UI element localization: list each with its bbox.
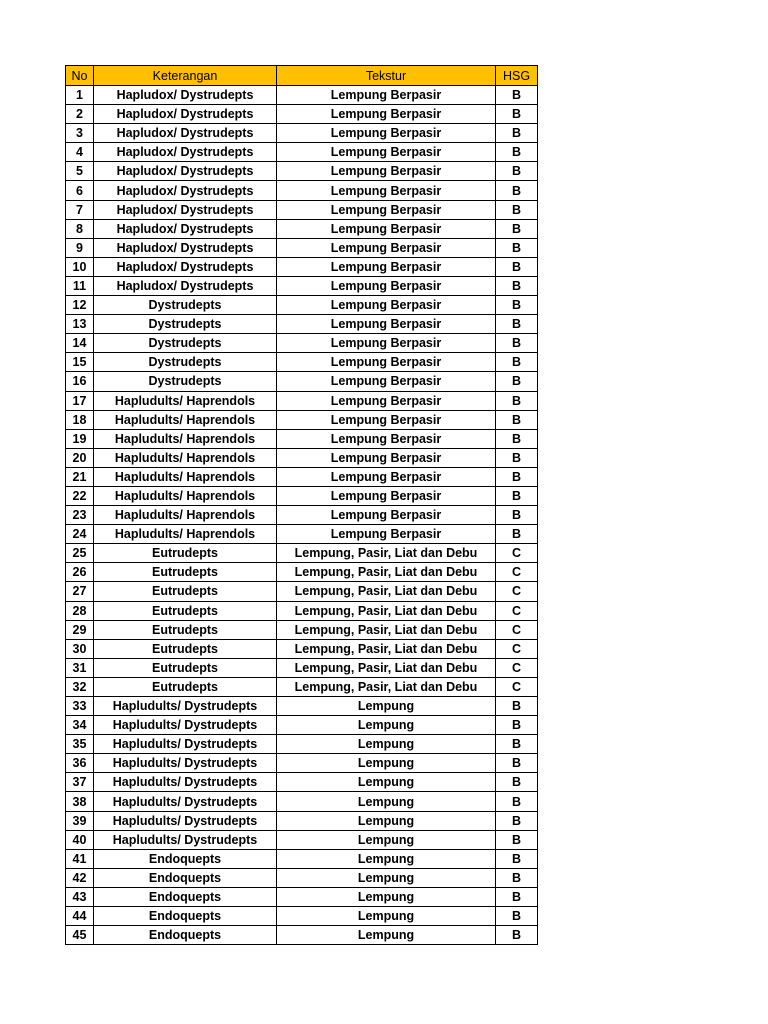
header-tekstur[interactable]: Tekstur	[277, 66, 496, 86]
cell-tekstur[interactable]: Lempung Berpasir	[277, 429, 496, 448]
table-row	[66, 849, 538, 868]
header-hsg[interactable]: HSG	[496, 66, 538, 86]
cell-hsg[interactable]: B	[496, 792, 538, 811]
cell-keterangan[interactable]: Hapludox/ Dystrudepts	[94, 238, 277, 257]
cell-no[interactable]: 31	[66, 658, 94, 677]
cell-hsg[interactable]: B	[496, 907, 538, 926]
cell-keterangan[interactable]: Hapludults/ Dystrudepts	[94, 716, 277, 735]
cell-keterangan[interactable]: Eutrudepts	[94, 544, 277, 563]
cell-no[interactable]: 35	[66, 735, 94, 754]
cell-keterangan[interactable]: Hapludox/ Dystrudepts	[94, 181, 277, 200]
cell-keterangan[interactable]: Hapludults/ Dystrudepts	[94, 735, 277, 754]
cell-tekstur[interactable]: Lempung Berpasir	[277, 296, 496, 315]
table-row	[66, 506, 538, 525]
cell-tekstur[interactable]: Lempung	[277, 792, 496, 811]
cell-tekstur[interactable]: Lempung Berpasir	[277, 257, 496, 276]
table-row	[66, 639, 538, 658]
cell-keterangan[interactable]: Eutrudepts	[94, 563, 277, 582]
cell-tekstur[interactable]: Lempung Berpasir	[277, 467, 496, 486]
table-row	[66, 315, 538, 334]
cell-keterangan[interactable]: Hapludox/ Dystrudepts	[94, 257, 277, 276]
cell-tekstur[interactable]: Lempung	[277, 849, 496, 868]
cell-tekstur[interactable]: Lempung Berpasir	[277, 200, 496, 219]
cell-keterangan[interactable]: Eutrudepts	[94, 639, 277, 658]
cell-no[interactable]: 44	[66, 907, 94, 926]
table-row	[66, 907, 538, 926]
table-row	[66, 372, 538, 391]
cell-keterangan[interactable]: Hapludox/ Dystrudepts	[94, 143, 277, 162]
table-row	[66, 811, 538, 830]
cell-hsg[interactable]: B	[496, 868, 538, 887]
cell-keterangan[interactable]: Hapludults/ Haprendols	[94, 486, 277, 505]
table-header	[66, 66, 538, 86]
table-row	[66, 391, 538, 410]
cell-no[interactable]: 11	[66, 276, 94, 295]
cell-no[interactable]: 24	[66, 525, 94, 544]
cell-tekstur[interactable]: Lempung Berpasir	[277, 219, 496, 238]
cell-keterangan[interactable]: Hapludults/ Dystrudepts	[94, 754, 277, 773]
table-row	[66, 601, 538, 620]
cell-keterangan[interactable]: Eutrudepts	[94, 582, 277, 601]
cell-no[interactable]: 2	[66, 105, 94, 124]
cell-no[interactable]: 14	[66, 334, 94, 353]
cell-hsg[interactable]: B	[496, 276, 538, 295]
cell-no[interactable]: 25	[66, 544, 94, 563]
cell-tekstur[interactable]: Lempung Berpasir	[277, 315, 496, 334]
cell-hsg[interactable]: B	[496, 86, 538, 105]
table-row	[66, 830, 538, 849]
cell-tekstur[interactable]: Lempung, Pasir, Liat dan Debu	[277, 677, 496, 696]
table-row	[66, 926, 538, 945]
cell-no[interactable]: 23	[66, 506, 94, 525]
cell-tekstur[interactable]: Lempung, Pasir, Liat dan Debu	[277, 658, 496, 677]
cell-no[interactable]: 45	[66, 926, 94, 945]
cell-tekstur[interactable]: Lempung Berpasir	[277, 486, 496, 505]
table-row	[66, 448, 538, 467]
cell-tekstur[interactable]: Lempung, Pasir, Liat dan Debu	[277, 601, 496, 620]
table-row	[66, 334, 538, 353]
cell-tekstur[interactable]: Lempung Berpasir	[277, 143, 496, 162]
table-row	[66, 238, 538, 257]
cell-hsg[interactable]: C	[496, 582, 538, 601]
cell-hsg[interactable]: B	[496, 754, 538, 773]
cell-hsg[interactable]: C	[496, 563, 538, 582]
cell-tekstur[interactable]: Lempung	[277, 773, 496, 792]
cell-tekstur[interactable]: Lempung	[277, 811, 496, 830]
cell-tekstur[interactable]: Lempung	[277, 907, 496, 926]
cell-tekstur[interactable]: Lempung Berpasir	[277, 105, 496, 124]
cell-no[interactable]: 6	[66, 181, 94, 200]
cell-keterangan[interactable]: Hapludults/ Dystrudepts	[94, 811, 277, 830]
cell-no[interactable]: 20	[66, 448, 94, 467]
cell-hsg[interactable]: B	[496, 716, 538, 735]
cell-keterangan[interactable]: Hapludox/ Dystrudepts	[94, 86, 277, 105]
cell-tekstur[interactable]: Lempung, Pasir, Liat dan Debu	[277, 620, 496, 639]
table-row	[66, 716, 538, 735]
cell-hsg[interactable]: B	[496, 200, 538, 219]
cell-tekstur[interactable]: Lempung Berpasir	[277, 238, 496, 257]
cell-hsg[interactable]: B	[496, 735, 538, 754]
cell-hsg[interactable]: B	[496, 181, 538, 200]
cell-no[interactable]: 18	[66, 410, 94, 429]
cell-tekstur[interactable]: Lempung	[277, 754, 496, 773]
soil-data-table	[65, 65, 538, 945]
cell-no[interactable]: 42	[66, 868, 94, 887]
table-row	[66, 429, 538, 448]
cell-tekstur[interactable]: Lempung Berpasir	[277, 391, 496, 410]
cell-keterangan[interactable]: Hapludox/ Dystrudepts	[94, 124, 277, 143]
cell-tekstur[interactable]: Lempung, Pasir, Liat dan Debu	[277, 639, 496, 658]
table-row	[66, 658, 538, 677]
cell-hsg[interactable]: B	[496, 162, 538, 181]
cell-no[interactable]: 36	[66, 754, 94, 773]
cell-keterangan[interactable]: Endoquepts	[94, 907, 277, 926]
cell-tekstur[interactable]: Lempung	[277, 735, 496, 754]
table-row	[66, 735, 538, 754]
cell-keterangan[interactable]: Hapludox/ Dystrudepts	[94, 105, 277, 124]
table-row	[66, 410, 538, 429]
cell-hsg[interactable]: B	[496, 506, 538, 525]
cell-no[interactable]: 4	[66, 143, 94, 162]
cell-no[interactable]: 3	[66, 124, 94, 143]
cell-no[interactable]: 26	[66, 563, 94, 582]
cell-keterangan[interactable]: Hapludults/ Dystrudepts	[94, 773, 277, 792]
cell-keterangan[interactable]: Dystrudepts	[94, 372, 277, 391]
table-row	[66, 754, 538, 773]
table-row	[66, 181, 538, 200]
cell-keterangan[interactable]: Hapludults/ Haprendols	[94, 506, 277, 525]
cell-no[interactable]: 10	[66, 257, 94, 276]
cell-no[interactable]: 8	[66, 219, 94, 238]
cell-hsg[interactable]: B	[496, 334, 538, 353]
table-row	[66, 219, 538, 238]
cell-no[interactable]: 39	[66, 811, 94, 830]
cell-hsg[interactable]: C	[496, 601, 538, 620]
cell-hsg[interactable]: B	[496, 926, 538, 945]
table-row	[66, 677, 538, 696]
cell-hsg[interactable]: B	[496, 849, 538, 868]
cell-keterangan[interactable]: Dystrudepts	[94, 334, 277, 353]
cell-no[interactable]: 15	[66, 353, 94, 372]
cell-hsg[interactable]: B	[496, 143, 538, 162]
cell-tekstur[interactable]: Lempung Berpasir	[277, 448, 496, 467]
cell-no[interactable]: 9	[66, 238, 94, 257]
cell-no[interactable]: 13	[66, 315, 94, 334]
cell-keterangan[interactable]: Endoquepts	[94, 926, 277, 945]
spreadsheet-sheet	[65, 65, 538, 945]
cell-keterangan[interactable]: Endoquepts	[94, 868, 277, 887]
cell-keterangan[interactable]: Hapludults/ Haprendols	[94, 448, 277, 467]
cell-keterangan[interactable]: Hapludox/ Dystrudepts	[94, 162, 277, 181]
cell-tekstur[interactable]: Lempung Berpasir	[277, 353, 496, 372]
cell-keterangan[interactable]: Eutrudepts	[94, 677, 277, 696]
header-row	[66, 66, 538, 86]
table-row	[66, 86, 538, 105]
cell-keterangan[interactable]: Eutrudepts	[94, 658, 277, 677]
cell-hsg[interactable]: B	[496, 467, 538, 486]
cell-hsg[interactable]: C	[496, 639, 538, 658]
cell-tekstur[interactable]: Lempung Berpasir	[277, 372, 496, 391]
table-row	[66, 200, 538, 219]
cell-no[interactable]: 17	[66, 391, 94, 410]
cell-tekstur[interactable]: Lempung Berpasir	[277, 410, 496, 429]
cell-tekstur[interactable]: Lempung, Pasir, Liat dan Debu	[277, 563, 496, 582]
cell-hsg[interactable]: B	[496, 830, 538, 849]
table-row	[66, 697, 538, 716]
cell-keterangan[interactable]: Hapludults/ Haprendols	[94, 467, 277, 486]
cell-hsg[interactable]: B	[496, 372, 538, 391]
table-row	[66, 143, 538, 162]
table-row	[66, 887, 538, 906]
cell-keterangan[interactable]: Hapludox/ Dystrudepts	[94, 200, 277, 219]
cell-tekstur[interactable]: Lempung Berpasir	[277, 124, 496, 143]
cell-tekstur[interactable]: Lempung Berpasir	[277, 162, 496, 181]
cell-keterangan[interactable]: Hapludults/ Dystrudepts	[94, 830, 277, 849]
cell-hsg[interactable]: C	[496, 677, 538, 696]
table-row	[66, 124, 538, 143]
cell-keterangan[interactable]: Endoquepts	[94, 887, 277, 906]
cell-hsg[interactable]: B	[496, 887, 538, 906]
table-row	[66, 162, 538, 181]
table-row	[66, 467, 538, 486]
cell-keterangan[interactable]: Hapludults/ Haprendols	[94, 429, 277, 448]
cell-keterangan[interactable]: Dystrudepts	[94, 315, 277, 334]
cell-tekstur[interactable]: Lempung	[277, 830, 496, 849]
table-row	[66, 525, 538, 544]
cell-no[interactable]: 34	[66, 716, 94, 735]
cell-tekstur[interactable]: Lempung Berpasir	[277, 506, 496, 525]
cell-keterangan[interactable]: Hapludox/ Dystrudepts	[94, 219, 277, 238]
cell-tekstur[interactable]: Lempung	[277, 926, 496, 945]
cell-hsg[interactable]: B	[496, 238, 538, 257]
cell-no[interactable]: 43	[66, 887, 94, 906]
cell-no[interactable]: 38	[66, 792, 94, 811]
cell-keterangan[interactable]: Hapludults/ Dystrudepts	[94, 792, 277, 811]
table-row	[66, 276, 538, 295]
cell-hsg[interactable]: B	[496, 410, 538, 429]
cell-no[interactable]: 32	[66, 677, 94, 696]
cell-hsg[interactable]: B	[496, 429, 538, 448]
cell-keterangan[interactable]: Hapludox/ Dystrudepts	[94, 276, 277, 295]
table-row	[66, 792, 538, 811]
cell-hsg[interactable]: B	[496, 124, 538, 143]
cell-no[interactable]: 33	[66, 697, 94, 716]
cell-keterangan[interactable]: Eutrudepts	[94, 601, 277, 620]
cell-hsg[interactable]: B	[496, 391, 538, 410]
table-row	[66, 620, 538, 639]
cell-no[interactable]: 27	[66, 582, 94, 601]
cell-tekstur[interactable]: Lempung	[277, 716, 496, 735]
table-row	[66, 868, 538, 887]
cell-no[interactable]: 28	[66, 601, 94, 620]
cell-keterangan[interactable]: Hapludults/ Haprendols	[94, 525, 277, 544]
cell-hsg[interactable]: B	[496, 486, 538, 505]
cell-hsg[interactable]: B	[496, 105, 538, 124]
cell-no[interactable]: 7	[66, 200, 94, 219]
cell-tekstur[interactable]: Lempung Berpasir	[277, 525, 496, 544]
cell-no[interactable]: 1	[66, 86, 94, 105]
table-row	[66, 773, 538, 792]
cell-no[interactable]: 12	[66, 296, 94, 315]
cell-no[interactable]: 16	[66, 372, 94, 391]
table-row	[66, 105, 538, 124]
cell-no[interactable]: 37	[66, 773, 94, 792]
cell-hsg[interactable]: B	[496, 315, 538, 334]
cell-keterangan[interactable]: Dystrudepts	[94, 296, 277, 315]
cell-tekstur[interactable]: Lempung, Pasir, Liat dan Debu	[277, 582, 496, 601]
cell-no[interactable]: 41	[66, 849, 94, 868]
cell-tekstur[interactable]: Lempung Berpasir	[277, 276, 496, 295]
cell-hsg[interactable]: C	[496, 658, 538, 677]
table-row	[66, 486, 538, 505]
table-row	[66, 257, 538, 276]
cell-hsg[interactable]: B	[496, 773, 538, 792]
cell-hsg[interactable]: B	[496, 219, 538, 238]
table-row	[66, 544, 538, 563]
cell-hsg[interactable]: B	[496, 697, 538, 716]
cell-tekstur[interactable]: Lempung Berpasir	[277, 86, 496, 105]
cell-hsg[interactable]: B	[496, 257, 538, 276]
cell-tekstur[interactable]: Lempung	[277, 868, 496, 887]
cell-no[interactable]: 21	[66, 467, 94, 486]
header-keterangan[interactable]: Keterangan	[94, 66, 277, 86]
cell-hsg[interactable]: C	[496, 620, 538, 639]
table-row	[66, 296, 538, 315]
cell-hsg[interactable]: C	[496, 544, 538, 563]
cell-keterangan[interactable]: Hapludults/ Dystrudepts	[94, 697, 277, 716]
cell-keterangan[interactable]: Endoquepts	[94, 849, 277, 868]
table-row	[66, 353, 538, 372]
cell-tekstur[interactable]: Lempung, Pasir, Liat dan Debu	[277, 544, 496, 563]
table-row	[66, 582, 538, 601]
table-body	[66, 86, 538, 945]
cell-no[interactable]: 22	[66, 486, 94, 505]
cell-keterangan[interactable]: Hapludults/ Haprendols	[94, 410, 277, 429]
header-no[interactable]: No	[66, 66, 94, 86]
cell-keterangan[interactable]: Dystrudepts	[94, 353, 277, 372]
cell-hsg[interactable]: B	[496, 448, 538, 467]
cell-hsg[interactable]: B	[496, 525, 538, 544]
cell-hsg[interactable]: B	[496, 296, 538, 315]
cell-hsg[interactable]: B	[496, 353, 538, 372]
cell-keterangan[interactable]: Hapludults/ Haprendols	[94, 391, 277, 410]
cell-no[interactable]: 40	[66, 830, 94, 849]
cell-no[interactable]: 29	[66, 620, 94, 639]
cell-no[interactable]: 30	[66, 639, 94, 658]
cell-no[interactable]: 5	[66, 162, 94, 181]
table-row	[66, 563, 538, 582]
cell-keterangan[interactable]: Eutrudepts	[94, 620, 277, 639]
cell-hsg[interactable]: B	[496, 811, 538, 830]
cell-no[interactable]: 19	[66, 429, 94, 448]
cell-tekstur[interactable]: Lempung	[277, 697, 496, 716]
cell-tekstur[interactable]: Lempung Berpasir	[277, 334, 496, 353]
cell-tekstur[interactable]: Lempung	[277, 887, 496, 906]
cell-tekstur[interactable]: Lempung Berpasir	[277, 181, 496, 200]
